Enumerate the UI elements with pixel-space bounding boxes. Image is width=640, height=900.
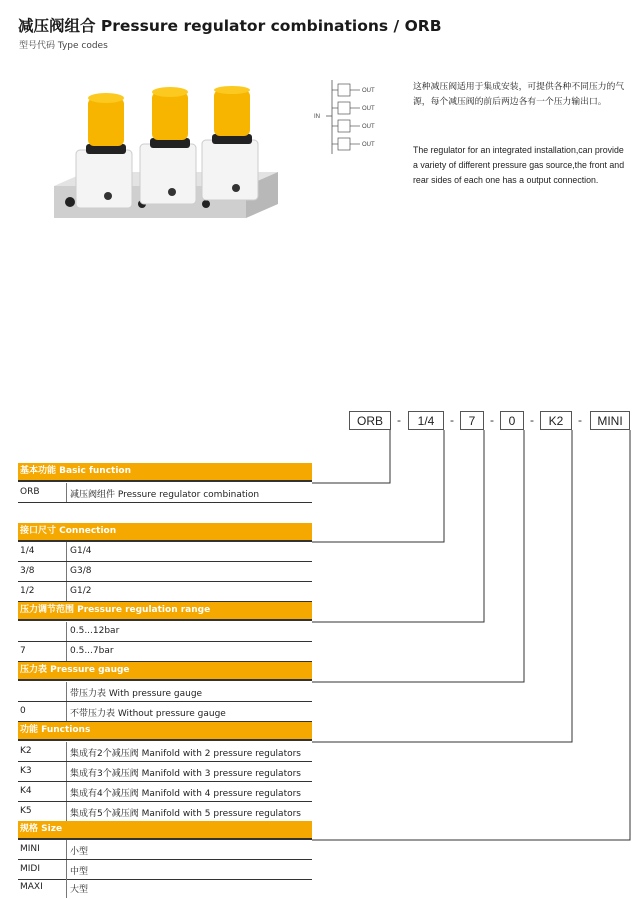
row-code: K5 — [20, 806, 32, 816]
code-dash: - — [490, 413, 494, 427]
code-dash: - — [450, 413, 454, 427]
table-row — [18, 702, 312, 722]
table-row — [18, 682, 312, 702]
description-en: The regulator for an integrated installation,can provide a variety of different pressure gas source,the front and rear sides of each one has a output connection. — [413, 145, 625, 185]
page-subtitle: 型号代码 Type codes — [19, 41, 108, 51]
row-description: 集成有5个减压阀 Manifold with 5 pressure regulators — [70, 809, 301, 819]
column-separator — [66, 802, 67, 822]
column-separator — [66, 622, 67, 642]
row-description: 大型 — [70, 885, 89, 895]
row-code: MIDI — [20, 864, 41, 874]
table-row — [18, 762, 312, 782]
row-code: MINI — [20, 844, 40, 854]
row-description: 小型 — [70, 847, 89, 857]
row-description: G3/8 — [70, 566, 92, 576]
column-separator — [66, 642, 67, 662]
row-description: 0.5...12bar — [70, 626, 120, 636]
code-box-function: K2 — [540, 411, 572, 430]
table-row — [18, 802, 312, 822]
row-code: K3 — [20, 766, 32, 776]
section-divider — [18, 619, 312, 621]
table-row — [18, 878, 312, 898]
row-code: ORB — [20, 487, 40, 497]
table-row — [18, 860, 312, 880]
table-row — [18, 742, 312, 762]
row-description: 带压力表 With pressure gauge — [70, 689, 203, 699]
row-code: MAXI — [20, 882, 43, 892]
column-separator — [66, 542, 67, 562]
section-header-size: 规格 Size — [18, 821, 312, 838]
code-box-gauge: 0 — [500, 411, 524, 430]
row-description: 集成有2个减压阀 Manifold with 2 pressure regulators — [70, 749, 301, 759]
section-header-pressure-gauge: 压力表 Pressure gauge — [18, 662, 312, 679]
column-separator — [66, 860, 67, 880]
column-separator — [66, 562, 67, 582]
code-dash: - — [530, 413, 534, 427]
column-separator — [66, 582, 67, 602]
section-header-functions: 功能 Functions — [18, 722, 312, 739]
code-dash: - — [578, 413, 582, 427]
row-code: 7 — [20, 646, 26, 656]
code-box-connection: 1/4 — [408, 411, 444, 430]
section-header-connection: 接口尺寸 Connection — [18, 523, 312, 540]
row-description: 不带压力表 Without pressure gauge — [70, 709, 226, 719]
column-separator — [66, 742, 67, 762]
column-separator — [66, 840, 67, 860]
column-separator — [66, 483, 67, 503]
schematic-in-label: IN — [314, 114, 320, 120]
table-row — [18, 840, 312, 860]
code-box-size: MINI — [590, 411, 630, 430]
pneumatic-schematic — [312, 76, 384, 158]
schematic-out-label: OUT — [362, 142, 375, 148]
code-box-pressure-range: 7 — [460, 411, 484, 430]
column-separator — [66, 702, 67, 722]
table-row — [18, 642, 312, 662]
table-row — [18, 622, 312, 642]
row-code: 1/4 — [20, 546, 35, 556]
schematic-out-label: OUT — [362, 88, 375, 94]
section-header-basic-function: 基本功能 Basic function — [18, 463, 312, 480]
column-separator — [66, 762, 67, 782]
section-divider — [18, 679, 312, 681]
page-title: 减压阀组合 Pressure regulator combinations / ORB — [18, 17, 442, 35]
table-row — [18, 562, 312, 582]
table-row — [18, 782, 312, 802]
section-divider — [18, 480, 312, 482]
product-photo — [46, 86, 286, 236]
row-code: K2 — [20, 746, 32, 756]
table-row — [18, 542, 312, 562]
schematic-out-label: OUT — [362, 124, 375, 130]
column-separator — [66, 782, 67, 802]
schematic-out-label: OUT — [362, 106, 375, 112]
row-description: G1/2 — [70, 586, 92, 596]
row-description: 集成有3个减压阀 Manifold with 3 pressure regulators — [70, 769, 301, 779]
row-description: 0.5...7bar — [70, 646, 114, 656]
row-code: 1/2 — [20, 586, 35, 596]
row-code: 0 — [20, 706, 26, 716]
row-description: 中型 — [70, 867, 89, 877]
row-description: 减压阀组件 Pressure regulator combination — [70, 490, 260, 500]
section-divider — [18, 739, 312, 741]
row-divider — [18, 502, 312, 503]
table-row — [18, 483, 312, 503]
code-box-basic: ORB — [349, 411, 391, 430]
description-cn: 这种减压阀适用于集成安装，可提供各种不同压力的气源，每个减压阀的前后两边各有一个压力输出口。 — [413, 82, 625, 107]
section-header-pressure-range: 压力调节范围 Pressure regulation range — [18, 602, 312, 619]
row-description: 集成有4个减压阀 Manifold with 4 pressure regulators — [70, 789, 301, 799]
row-description: G1/4 — [70, 546, 92, 556]
code-dash: - — [397, 413, 401, 427]
row-code: 3/8 — [20, 566, 35, 576]
column-separator — [66, 878, 67, 898]
table-row — [18, 582, 312, 602]
row-code: K4 — [20, 786, 32, 796]
column-separator — [66, 682, 67, 702]
